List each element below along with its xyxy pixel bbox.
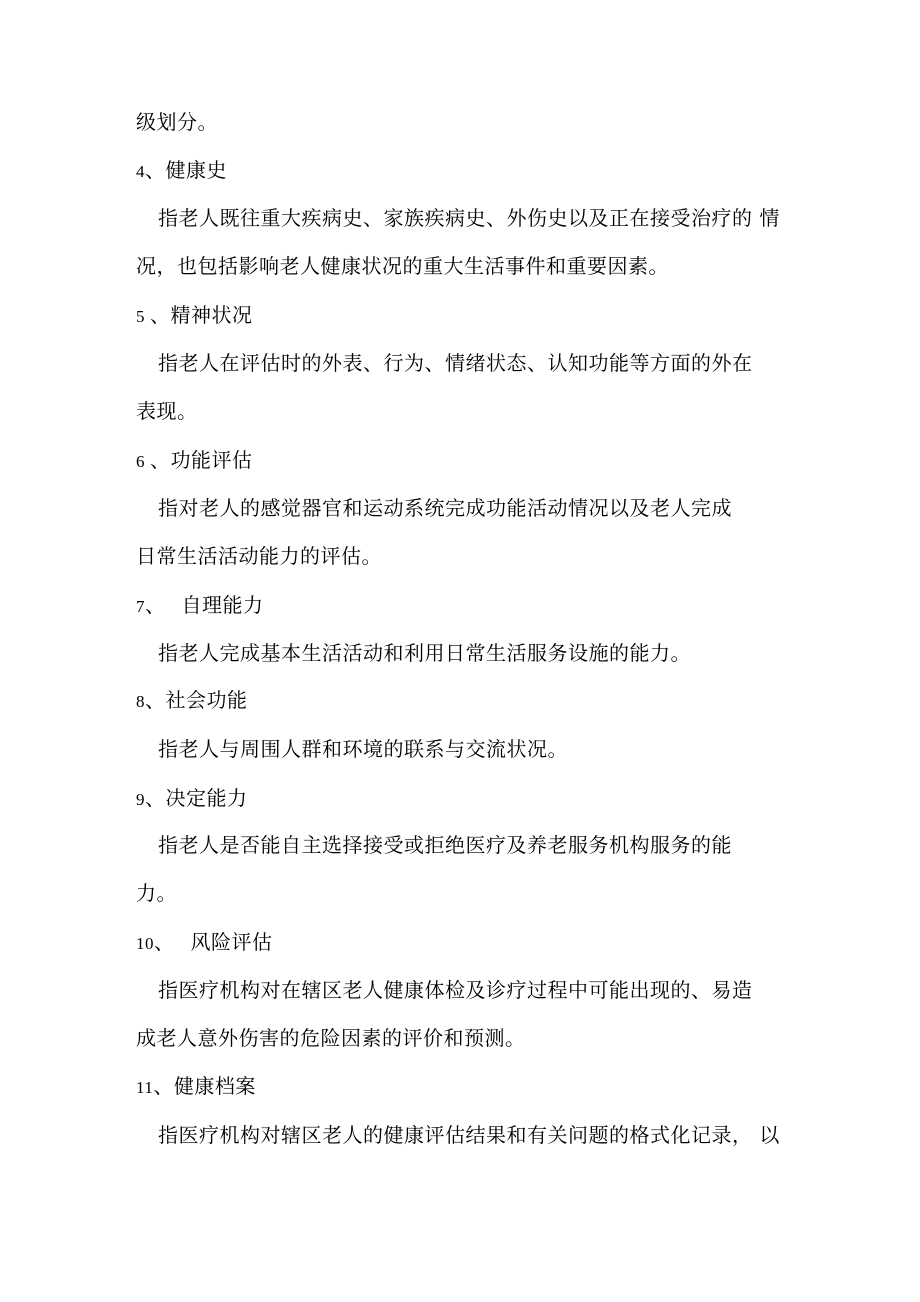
section-heading [136, 303, 253, 329]
section-separator: 、 [145, 593, 166, 617]
section-title: 功能评估 [170, 448, 253, 472]
body-text: 指对老人的感觉器官和运动系统完成功能活动情况以及老人完成 [158, 496, 732, 520]
section-title: 社会功能 [165, 688, 248, 712]
section-heading [136, 786, 248, 812]
section-separator: 、 [145, 158, 166, 182]
section-separator: 、 [154, 930, 175, 954]
section-number: 5 [136, 307, 145, 326]
section-title: 健康史 [165, 158, 227, 182]
section-heading [136, 448, 253, 474]
body-text: 成老人意外伤害的危险因素的评价和预测。 [136, 1026, 526, 1050]
section-number: 7 [136, 597, 145, 616]
body-text: 指老人与周围人群和环境的联系与交流状况。 [158, 737, 568, 761]
body-text: 日常生活活动能力的评估。 [136, 544, 382, 568]
body-text: 指老人既往重大疾病史、家族疾病史、外伤史以及正在接受治疗的 情 [158, 206, 780, 230]
section-separator: 、 [145, 786, 166, 810]
section-title: 精神状况 [170, 303, 253, 327]
section-title: 自理能力 [181, 593, 264, 617]
section-separator: 、 [150, 303, 171, 327]
section-number: 6 [136, 452, 145, 471]
body-text: 指老人完成基本生活活动和利用日常生活服务设施的能力。 [158, 641, 691, 665]
section-title: 健康档案 [173, 1074, 256, 1098]
intro-tail-text: 级划分。 [136, 110, 218, 134]
section-number: 8 [136, 692, 145, 711]
section-heading [136, 1074, 256, 1100]
section-heading [136, 930, 273, 956]
section-number: 4 [136, 162, 145, 181]
body-text: 指老人在评估时的外表、行为、情绪状态、认知功能等方面的外在 [158, 351, 753, 375]
section-title: 风险评估 [190, 930, 273, 954]
body-text: 指医疗机构对辖区老人的健康评估结果和有关问题的格式化记录， 以 [158, 1123, 780, 1147]
body-text: 指医疗机构对在辖区老人健康体检及诊疗过程中可能出现的、易造 [158, 978, 753, 1002]
section-separator: 、 [150, 448, 171, 472]
body-text: 力。 [136, 881, 177, 905]
section-separator: 、 [145, 688, 166, 712]
body-text: 况，也包括影响老人健康状况的重大生活事件和重要因素。 [136, 254, 669, 278]
body-text: 表现。 [136, 399, 198, 423]
section-separator: 、 [153, 1074, 174, 1098]
section-number: 11 [136, 1078, 154, 1097]
section-heading [136, 593, 264, 619]
section-title: 决定能力 [165, 786, 248, 810]
section-number: 10 [136, 934, 154, 953]
section-heading [136, 688, 248, 714]
body-text: 指老人是否能自主选择接受或拒绝医疗及养老服务机构服务的能 [158, 833, 732, 857]
section-heading [136, 158, 227, 184]
section-number: 9 [136, 790, 145, 809]
